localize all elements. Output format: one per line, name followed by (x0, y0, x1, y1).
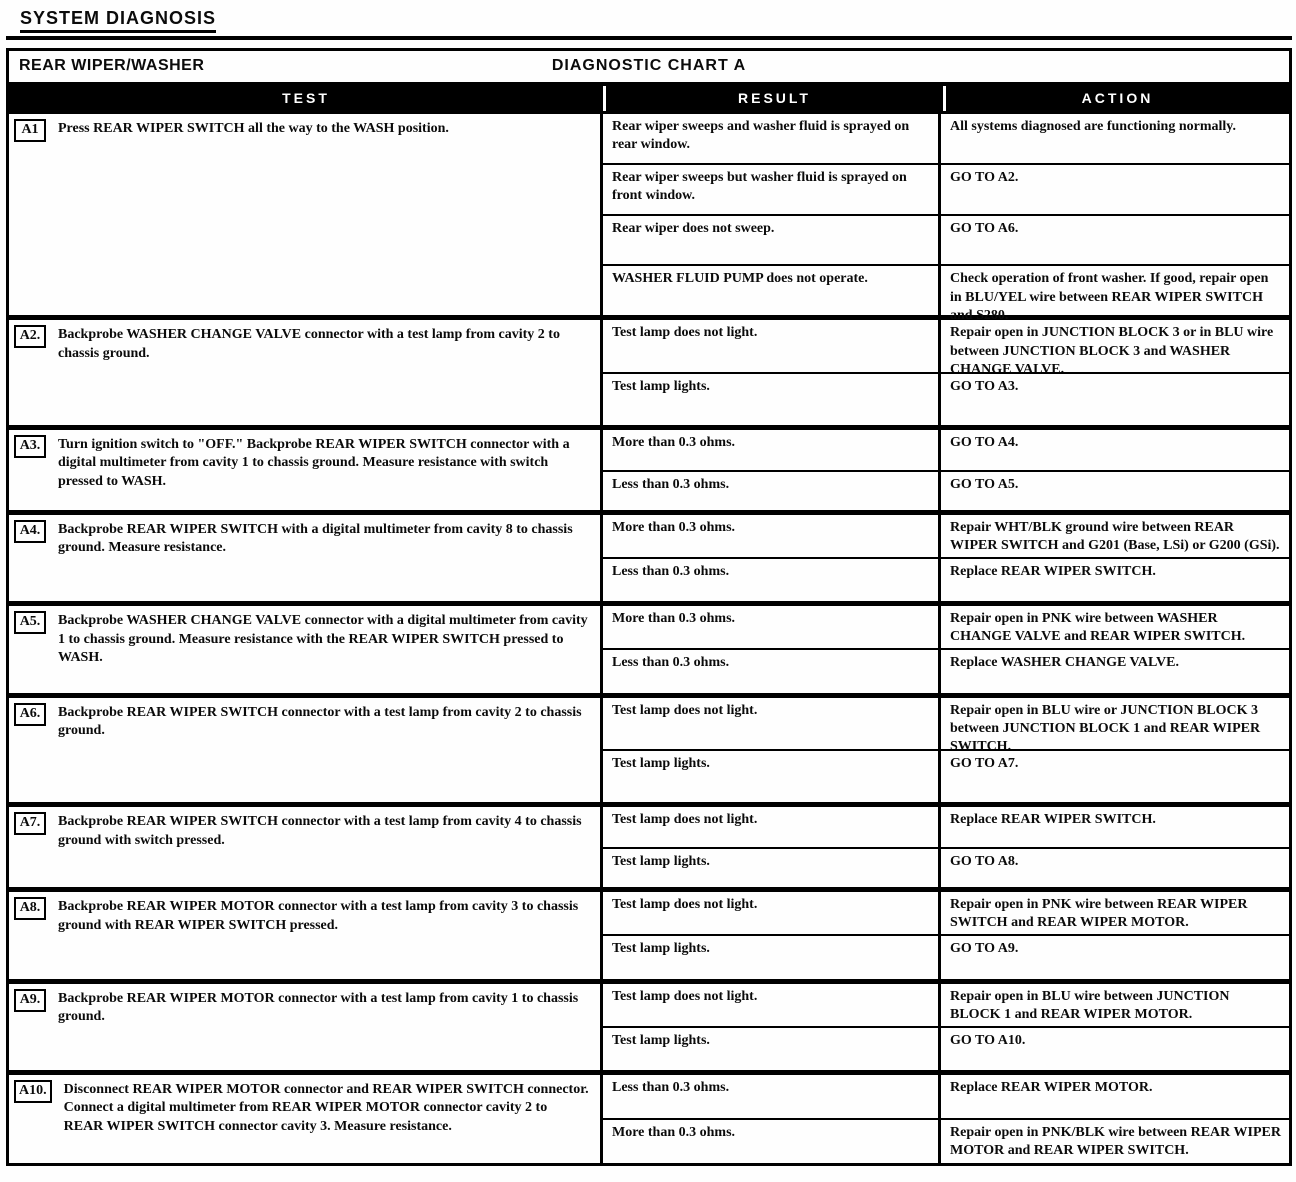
outcome-row (603, 430, 1289, 470)
result-text: More than 0.3 ohms. (603, 606, 941, 648)
outcomes (603, 606, 1289, 692)
test-text: Backprobe WASHER CHANGE VALVE connector with a digital multimeter from cavity 1 to chassis ground. Measure resistance with the REAR WIPER SWITCH pressed to WASH. (58, 613, 588, 666)
column-header-action: ACTION (943, 86, 1289, 111)
step-id-box: A8. (14, 897, 46, 920)
outcome-row (603, 264, 1289, 323)
action-text: GO TO A2. (950, 169, 1019, 185)
test-text: Backprobe REAR WIPER SWITCH connector with a test lamp from cavity 4 to chassis ground with switch pressed. (58, 814, 582, 848)
step-id-box: A3. (14, 435, 46, 458)
table-row (9, 979, 1289, 1070)
outcomes (603, 320, 1289, 425)
outcome-row (603, 648, 1289, 692)
action-text: GO TO A7. (950, 755, 1019, 771)
action-text: GO TO A6. (950, 220, 1019, 236)
step-id-box: A9. (14, 989, 46, 1012)
test-text: Backprobe REAR WIPER MOTOR connector with a test lamp from cavity 1 to chassis ground. (58, 990, 579, 1025)
table-row (9, 1070, 1289, 1163)
chart-body (9, 114, 1289, 1163)
test-cell (9, 698, 603, 803)
result-text: Rear wiper sweeps but washer fluid is sprayed on front window. (603, 165, 941, 214)
outcome-row (603, 606, 1289, 648)
result-text: Less than 0.3 ohms. (603, 472, 941, 510)
test-text: Backprobe REAR WIPER SWITCH with a digital multimeter from cavity 8 to chassis ground. Measure resistance. (58, 521, 573, 556)
action-text: Replace REAR WIPER SWITCH. (950, 812, 1156, 828)
result-text: Test lamp lights. (603, 751, 941, 802)
chart-titlebar (9, 51, 1289, 86)
outcome-row (603, 749, 1289, 802)
outcome-row (603, 1118, 1289, 1163)
column-header-test: TEST (282, 90, 330, 106)
outcomes (603, 1075, 1289, 1163)
result-text: More than 0.3 ohms. (603, 430, 941, 470)
column-header-result: RESULT (603, 86, 943, 111)
result-text: Less than 0.3 ohms. (603, 559, 941, 601)
test-text: Press REAR WIPER SWITCH all the way to the WASH position. (58, 121, 449, 136)
test-cell (9, 1075, 603, 1163)
action-text: Replace REAR WIPER MOTOR. (950, 1079, 1153, 1095)
action-text: GO TO A8. (950, 854, 1019, 870)
step-id-box: A6. (14, 703, 46, 726)
step-id-box: A2. (14, 325, 46, 348)
result-text: Less than 0.3 ohms. (603, 1075, 941, 1118)
result-text: More than 0.3 ohms. (603, 1120, 941, 1163)
chart-subsystem-name: REAR WIPER/WASHER (19, 57, 205, 74)
action-text: Repair open in JUNCTION BLOCK 3 or in BLU wire between JUNCTION BLOCK 3 and WASHER CHANGE VALVE. (950, 325, 1274, 377)
step-id-box: A10. (14, 1080, 52, 1103)
action-text: GO TO A9. (950, 941, 1019, 957)
outcome-row (603, 114, 1289, 163)
outcomes (603, 892, 1289, 978)
outcomes (603, 984, 1289, 1070)
table-row (9, 802, 1289, 887)
result-text: More than 0.3 ohms. (603, 515, 941, 557)
table-row (9, 114, 1289, 323)
action-text: Repair open in BLU wire between JUNCTION BLOCK 1 and REAR WIPER MOTOR. (950, 988, 1230, 1022)
result-text: Test lamp lights. (603, 849, 941, 887)
action-text: Check operation of front washer. If good, repair open in BLU/YEL wire between REAR WIPER SWITCH and S280. (950, 271, 1269, 323)
action-text: Replace REAR WIPER SWITCH. (950, 564, 1156, 580)
step-id-box: A1 (14, 119, 46, 142)
outcome-row (603, 847, 1289, 887)
outcome-row (603, 515, 1289, 557)
test-cell (9, 892, 603, 978)
action-text: GO TO A5. (950, 476, 1019, 492)
result-text: Test lamp does not light. (603, 698, 941, 749)
test-cell (9, 807, 603, 887)
outcome-row (603, 163, 1289, 214)
result-text: Rear wiper does not sweep. (603, 216, 941, 265)
action-text: Repair open in PNK wire between REAR WIPER SWITCH and REAR WIPER MOTOR. (950, 897, 1248, 931)
test-cell (9, 515, 603, 601)
table-row (9, 315, 1289, 425)
outcome-row (603, 934, 1289, 978)
action-text: Replace WASHER CHANGE VALVE. (950, 655, 1179, 671)
result-text: Rear wiper sweeps and washer fluid is sprayed on rear window. (603, 114, 941, 163)
test-text: Backprobe REAR WIPER SWITCH connector with a test lamp from cavity 2 to chassis ground. (58, 704, 582, 739)
page-title-row (6, 6, 1292, 40)
action-text: Repair WHT/BLK ground wire between REAR WIPER SWITCH and G201 (Base, LSi) or G200 (GSi). (950, 519, 1280, 554)
action-text: Repair open in PNK/BLK wire between REAR WIPER MOTOR and REAR WIPER SWITCH. (950, 1125, 1281, 1159)
outcome-row (603, 698, 1289, 754)
outcome-row (603, 320, 1289, 377)
action-text: All systems diagnosed are functioning normally. (950, 119, 1236, 134)
action-text: GO TO A3. (950, 378, 1019, 394)
outcome-row (603, 557, 1289, 601)
result-text: Test lamp does not light. (603, 984, 941, 1026)
result-text: WASHER FLUID PUMP does not operate. (603, 266, 941, 315)
outcome-row (603, 470, 1289, 510)
table-row (9, 601, 1289, 692)
outcomes (603, 114, 1289, 323)
outcome-row (603, 214, 1289, 265)
result-text: Test lamp lights. (603, 936, 941, 978)
test-cell (9, 320, 603, 425)
outcomes (603, 698, 1289, 803)
test-cell (9, 430, 603, 510)
diagnostic-chart (6, 48, 1292, 1166)
outcome-row (603, 1075, 1289, 1118)
result-text: Test lamp lights. (603, 1028, 941, 1070)
test-text: Turn ignition switch to "OFF." Backprobe REAR WIPER SWITCH connector with a digital multimeter from cavity 1 to chassis ground. Measure resistance with switch pressed to WASH. (58, 436, 570, 489)
test-text: Backprobe WASHER CHANGE VALVE connector with a test lamp from cavity 2 to chassis ground. (58, 327, 560, 361)
step-id-box: A5. (14, 611, 46, 634)
action-text: Repair open in PNK wire between WASHER CHANGE VALVE and REAR WIPER SWITCH. (950, 611, 1246, 645)
result-text: Test lamp does not light. (603, 807, 941, 847)
outcome-row (603, 984, 1289, 1026)
result-text: Test lamp does not light. (603, 892, 941, 934)
result-text: Test lamp lights. (603, 374, 941, 425)
test-cell (9, 984, 603, 1070)
table-row (9, 887, 1289, 978)
outcome-row (603, 1026, 1289, 1070)
table-row (9, 510, 1289, 601)
outcome-row (603, 892, 1289, 934)
table-row (9, 425, 1289, 510)
outcome-row (603, 807, 1289, 847)
chart-title: DIAGNOSTIC CHART A (551, 57, 747, 74)
result-text: Less than 0.3 ohms. (603, 650, 941, 692)
action-text: Repair open in BLU wire or JUNCTION BLOCK 3 between JUNCTION BLOCK 1 and REAR WIPER SWITCH. (950, 702, 1261, 754)
action-text: GO TO A4. (950, 434, 1019, 450)
column-header-band (9, 86, 1289, 114)
test-text: Backprobe REAR WIPER MOTOR connector with a test lamp from cavity 3 to chassis ground with REAR WIPER SWITCH pressed. (58, 899, 579, 933)
table-row (9, 693, 1289, 803)
outcomes (603, 515, 1289, 601)
outcomes (603, 430, 1289, 510)
outcomes (603, 807, 1289, 887)
test-text: Disconnect REAR WIPER MOTOR connector and REAR WIPER SWITCH connector. Connect a digital multimeter from REAR WIPER MOTOR connector cavity 2 to REAR WIPER SWITCH connector cavity 3. Measure resistance. (63, 1081, 589, 1134)
result-text: Test lamp does not light. (603, 320, 941, 371)
action-text: GO TO A10. (950, 1032, 1026, 1048)
page-title: SYSTEM DIAGNOSIS (20, 8, 216, 33)
step-id-box: A7. (14, 812, 46, 835)
test-cell (9, 606, 603, 692)
outcome-row (603, 372, 1289, 425)
step-id-box: A4. (14, 520, 46, 543)
test-cell (9, 114, 603, 315)
